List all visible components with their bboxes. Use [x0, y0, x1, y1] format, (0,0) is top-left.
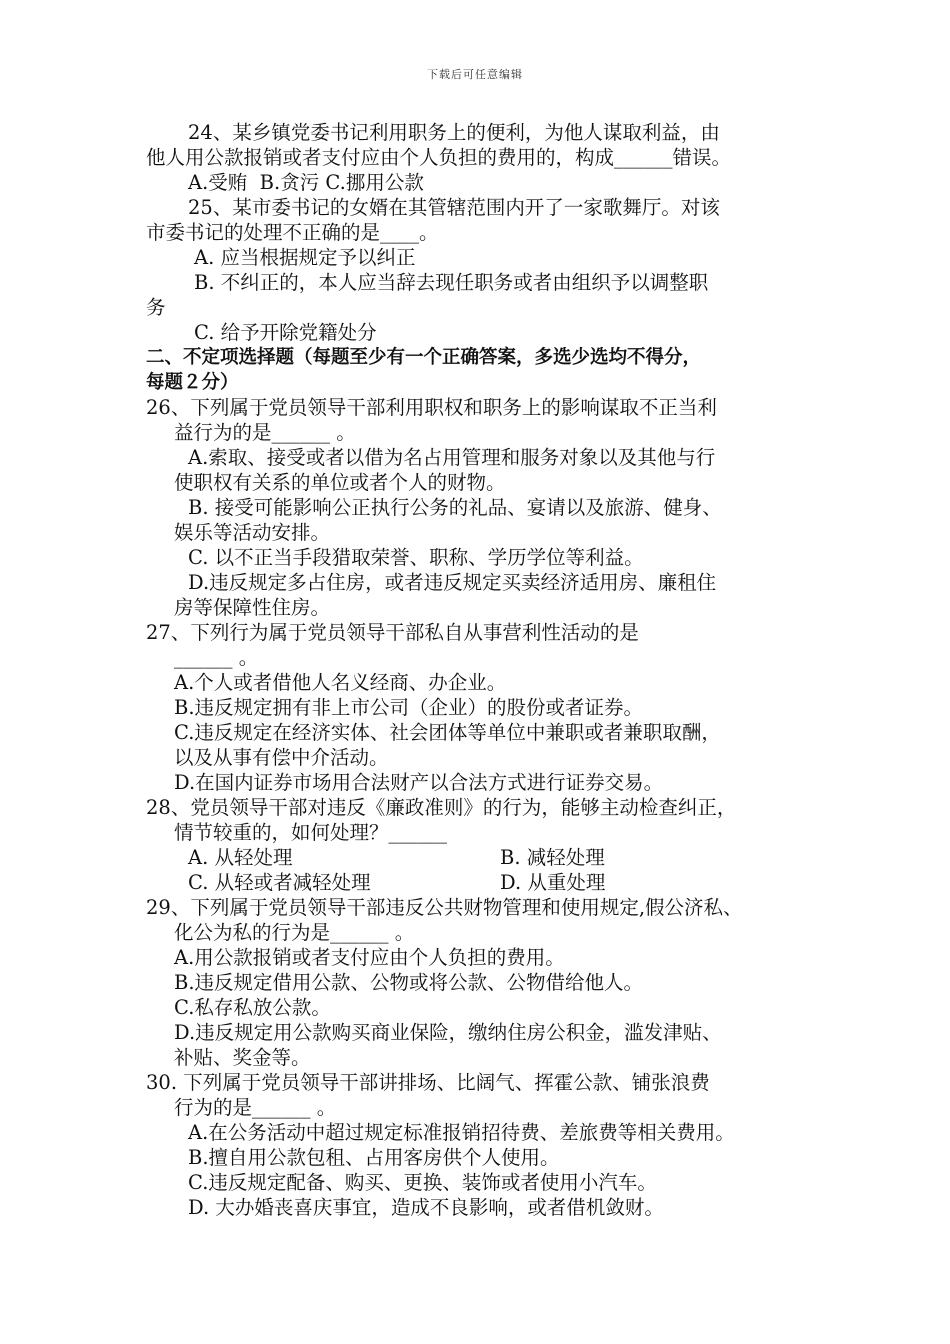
text-line: 28、党员领导干部对违反《廉政准则》的行为，能够主动检查纠正， [146, 796, 737, 819]
text-line: 娱乐等活动安排。 [174, 521, 331, 544]
text-line: 30. 下列属于党员领导干部讲排场、比阔气、挥霍公款、铺张浪费 [146, 1071, 710, 1094]
text-line [146, 845, 816, 870]
text-line: 25、某市委书记的女婿在其管辖范围内开了一家歌舞厅。对该 [188, 196, 720, 219]
document-body [146, 120, 816, 1220]
section-heading-line: 二、不定项选择题（每题至少有一个正确答案，多选少选均不得分， [146, 347, 702, 368]
option-right: B. 减轻处理 [500, 846, 605, 869]
text-line: 化公为私的行为是______ 。 [174, 921, 415, 944]
text-line: ______ 。 [174, 646, 259, 669]
text-line: B.违反规定拥有非上市公司（企业）的股份或者证券。 [174, 696, 644, 719]
text-line: C.违反规定在经济实体、社会团体等单位中兼职或者兼职取酬， [174, 721, 721, 744]
text-line: B. 接受可能影响公正执行公务的礼品、宴请以及旅游、健身、 [188, 496, 722, 519]
text-line: D.违反规定用公款购买商业保险，缴纳住房公积金，滥发津贴、 [174, 1021, 722, 1044]
option-left: A. 从轻处理 [188, 846, 293, 869]
text-line: C. 给予开除党籍处分 [194, 321, 377, 344]
text-line: 以及从事有偿中介活动。 [174, 746, 389, 769]
text-line: B.违反规定借用公款、公物或将公款、公物借给他人。 [174, 971, 644, 994]
text-line: 他人用公款报销或者支付应由个人负担的费用的，构成______错误。 [146, 146, 732, 169]
text-line: 使职权有关系的单位或者个人的财物。 [174, 471, 506, 494]
text-line: A.个人或者借他人名义经商、办企业。 [174, 671, 507, 694]
text-line: 行为的是______ 。 [174, 1096, 337, 1119]
text-line: 27、下列行为属于党员领导干部私自从事营利性活动的是 [146, 621, 639, 644]
text-line: A. 应当根据规定予以纠正 [194, 246, 416, 269]
text-line: A.用公款报销或者支付应由个人负担的费用。 [174, 946, 565, 969]
text-line: 市委书记的处理不正确的是____。 [146, 221, 439, 244]
text-line: 补贴、奖金等。 [174, 1046, 311, 1069]
text-line: D.违反规定多占住房，或者违反规定买卖经济适用房、廉租住 [188, 571, 717, 594]
text-line: 24、某乡镇党委书记利用职务上的便利，为他人谋取利益，由 [188, 121, 720, 144]
text-line: C.违反规定配备、购买、更换、装饰或者使用小汽车。 [188, 1171, 657, 1194]
text-line: D.在国内证券市场用合法财产以合法方式进行证券交易。 [174, 771, 664, 794]
text-line: A.在公务活动中超过规定标准报销招待费、差旅费等相关费用。 [188, 1121, 735, 1144]
text-line: 26、下列属于党员领导干部利用职权和职务上的影响谋取不正当利 [146, 396, 717, 419]
text-line: B. 不纠正的，本人应当辞去现任职务或者由组织予以调整职 [194, 271, 709, 294]
text-line: 房等保障性住房。 [174, 596, 331, 619]
text-line: D. 大办婚丧喜庆事宜，造成不良影响，或者借机敛财。 [188, 1196, 664, 1219]
text-line: A.索取、接受或者以借为名占用管理和服务对象以及其他与行 [188, 446, 716, 469]
text-line: C. 以不正当手段猎取荣誉、职称、学历学位等利益。 [188, 546, 644, 569]
text-line: A.受贿 B.贪污 C.挪用公款 [188, 171, 424, 194]
text-line: 29、下列属于党员领导干部违反公共财物管理和使用规定,假公济私、 [146, 896, 743, 919]
text-line: 情节较重的，如何处理？______ [174, 821, 448, 844]
option-left: C. 从轻或者减轻处理 [188, 871, 371, 894]
page-header: 下载后可任意编辑 [427, 68, 523, 81]
option-right: D. 从重处理 [500, 871, 606, 894]
text-line: B.擅自用公款包租、占用客房供个人使用。 [188, 1146, 560, 1169]
section-heading-line: 每题２分） [146, 372, 239, 393]
text-line: 益行为的是______ 。 [174, 421, 356, 444]
text-line: C.私存私放公款。 [174, 996, 331, 1019]
text-line [146, 870, 816, 895]
text-line: 务 [146, 296, 166, 319]
